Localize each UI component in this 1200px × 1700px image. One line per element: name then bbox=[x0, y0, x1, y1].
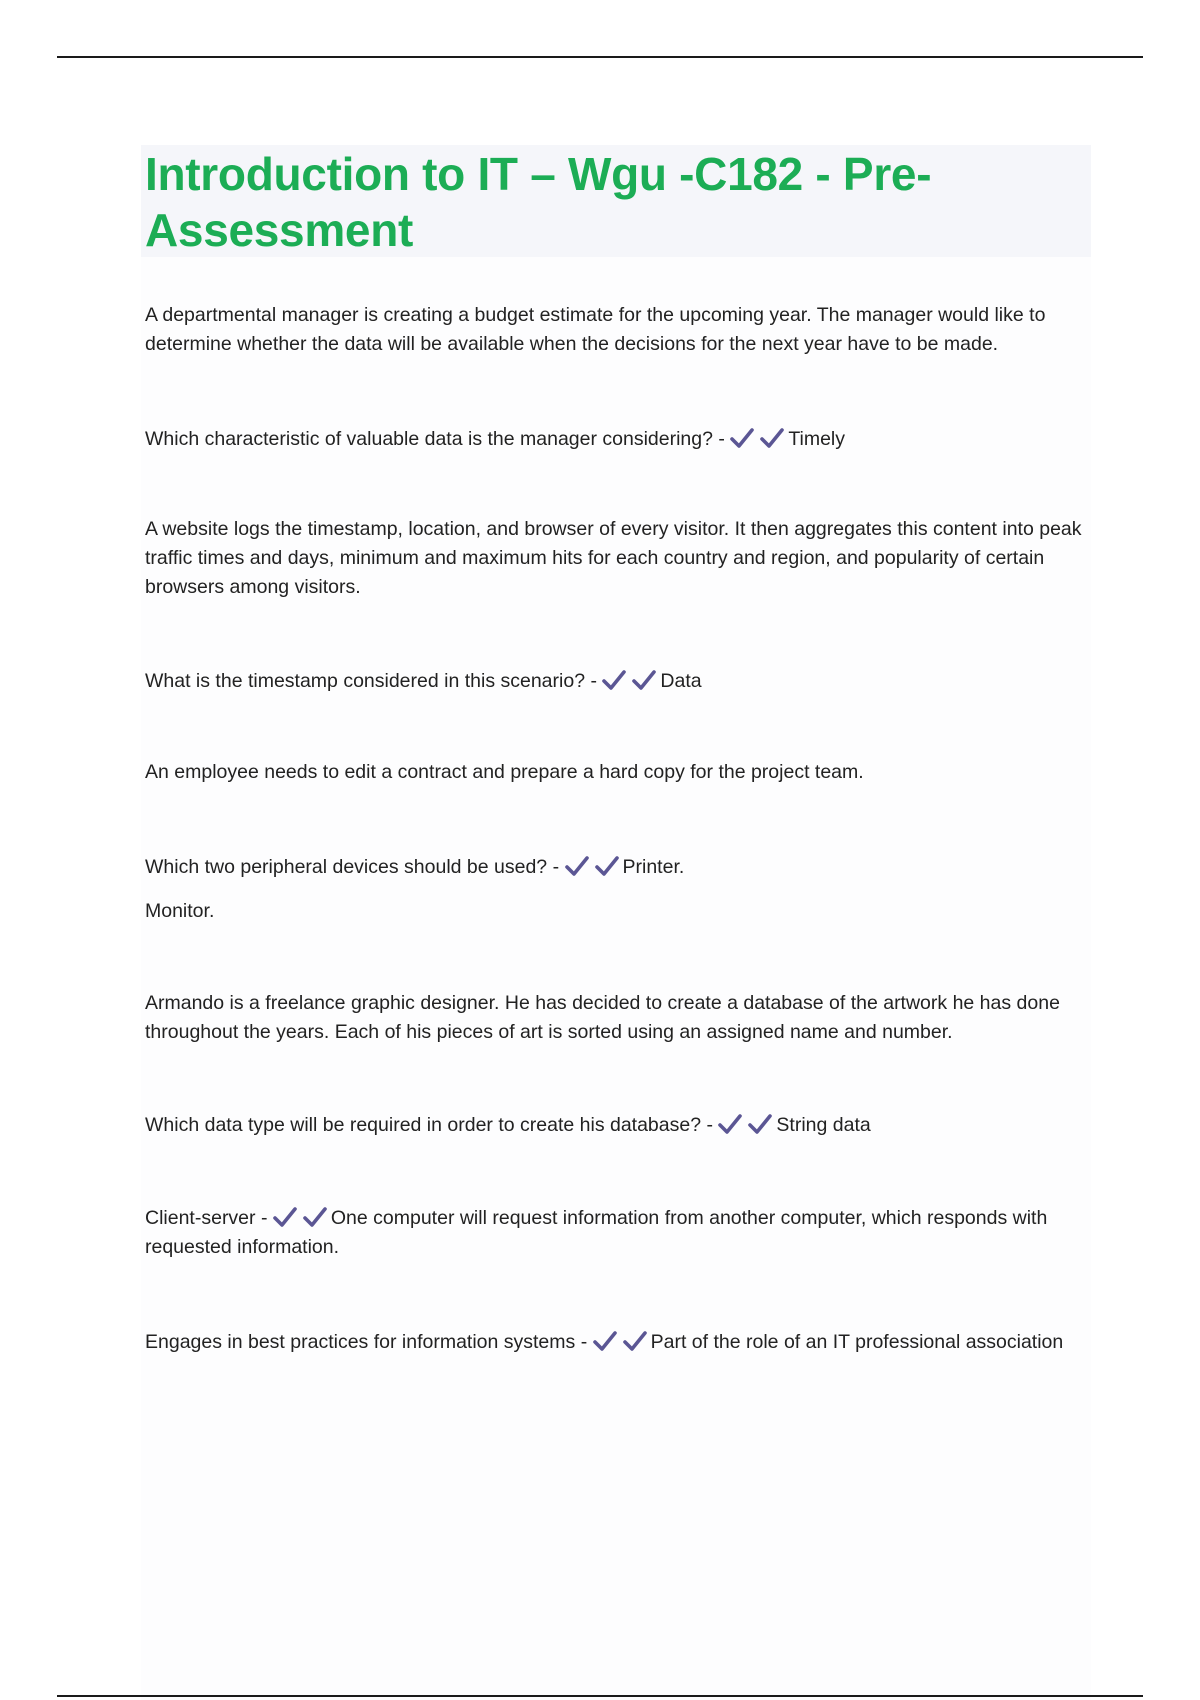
bottom-rule bbox=[57, 1695, 1143, 1697]
qa-best-practices bbox=[145, 1328, 1095, 1357]
qa-data-type bbox=[145, 1111, 1095, 1140]
double-check-icon bbox=[273, 1206, 327, 1228]
answer-text: Part of the role of an IT professional association bbox=[650, 1331, 1064, 1353]
scenario-contract: An employee needs to edit a contract and prepare a hard copy for the project team. bbox=[145, 761, 864, 783]
scenario-budget-estimate: A departmental manager is creating a budget estimate for the upcoming year. The manager would like to determine whether the data will be available when the decisions for the next year have to be made. bbox=[145, 304, 1046, 355]
question-text: Which characteristic of valuable data is the manager considering? bbox=[145, 428, 713, 450]
qa-valuable-data bbox=[145, 425, 1095, 454]
qa-client-server bbox=[145, 1204, 1095, 1262]
answer-text: Data bbox=[660, 670, 702, 692]
separator: - bbox=[547, 856, 565, 878]
question-text: Which data type will be required in order to create his database? bbox=[145, 1114, 702, 1136]
scenario-website-logs: A website logs the timestamp, location, and browser of every visitor. It then aggregates this content into peak traffic times and days, minimum and maximum hits for each country and region, and popularity of certain browsers among visitors. bbox=[145, 518, 1082, 598]
separator: - bbox=[712, 428, 731, 450]
separator: - bbox=[585, 670, 603, 692]
answer-text: String data bbox=[776, 1114, 871, 1136]
question-text: Which two peripheral devices should be used? bbox=[145, 856, 548, 878]
answer-text: One computer will request information from another computer, which responds with requested information. bbox=[145, 1207, 1048, 1258]
double-check-icon bbox=[602, 669, 656, 691]
question-text: Engages in best practices for information systems bbox=[145, 1331, 576, 1353]
double-check-icon bbox=[730, 427, 784, 449]
answer-text: Printer. bbox=[622, 856, 685, 878]
double-check-icon bbox=[593, 1330, 647, 1352]
qa-peripheral-devices bbox=[145, 853, 1095, 882]
separator: - bbox=[255, 1207, 273, 1229]
answer-text: Timely bbox=[788, 428, 846, 450]
scenario-armando: Armando is a freelance graphic designer. He has decided to create a database of the artwork he has done throughout the years. Each of his pieces of art is sorted using an assigned name and number. bbox=[145, 992, 1060, 1043]
question-text: Client-server bbox=[145, 1207, 256, 1229]
document-title: Introduction to IT – Wgu -C182 - Pre-Assessment bbox=[145, 148, 932, 256]
double-check-icon bbox=[718, 1113, 772, 1135]
separator: - bbox=[701, 1114, 719, 1136]
top-rule bbox=[57, 56, 1143, 58]
qa-timestamp bbox=[145, 667, 1095, 696]
answer-continued: Monitor. bbox=[145, 900, 215, 922]
double-check-icon bbox=[565, 855, 619, 877]
question-text: What is the timestamp considered in this scenario? bbox=[145, 670, 586, 692]
separator: - bbox=[575, 1331, 593, 1353]
